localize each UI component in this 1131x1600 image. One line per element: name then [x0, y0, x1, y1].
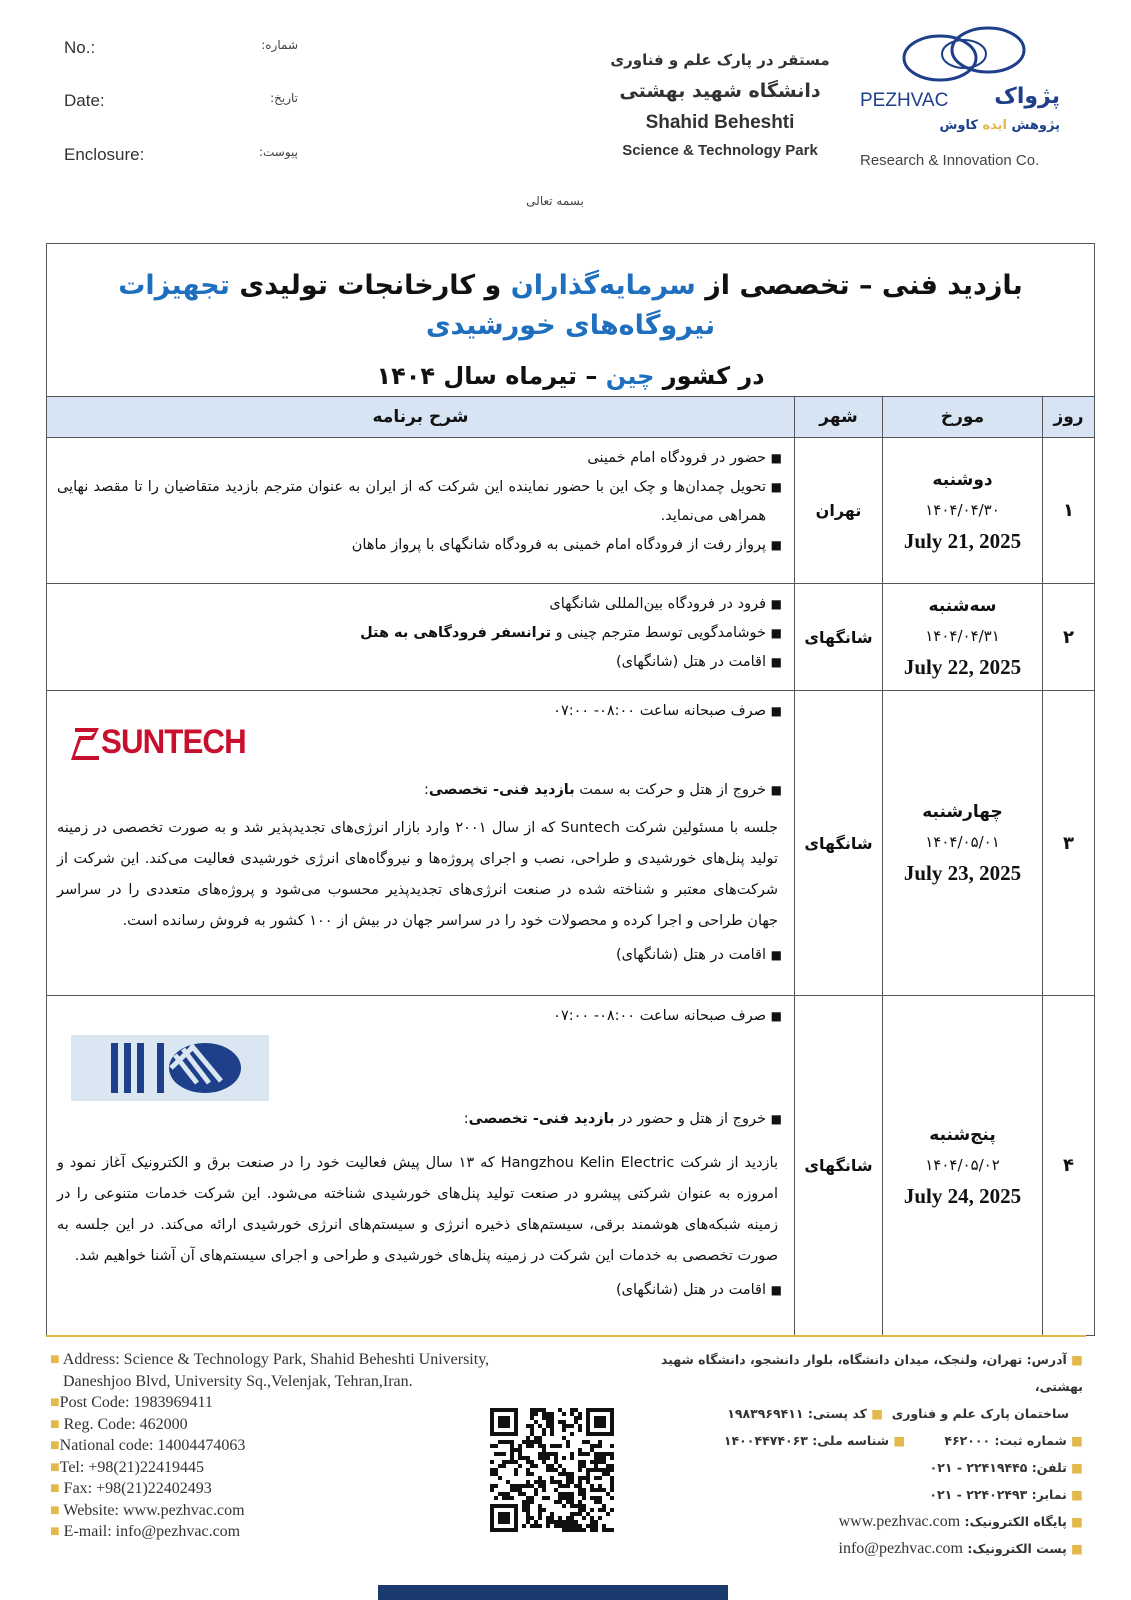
- date-cell: [883, 438, 1043, 584]
- persian-date: ۱۴۰۴/۰۴/۳۰: [925, 500, 1000, 519]
- itinerary-table: [46, 243, 1095, 1336]
- title-line-1: بازدید فنی – تخصصی از سرمایه‌گذاران و کارخانجات تولیدی تجهیزات نیروگاه‌های خورشیدی: [118, 270, 1023, 341]
- bullet-icon: ■: [770, 597, 783, 611]
- qr-code: [490, 1408, 614, 1532]
- company-description: جلسه با مسئولین شرکت Suntech که از سال ۲۰۰۱ وارد بازار انرژی‌های تجدیدپذیر شد و به صورت تخصصی در زمینه تولید پنل‌های خورشیدی و طراحی، نصب و اجرای پروژه‌ها و نیروگاه‌های انرژی خورشیدی فعالیت می‌کند. این شرکت از شرکت‌های معتبر و شناخته شده در صنعت انرژی‌های تجدیدپذیر محسوب می‌شود و پروژه‌های متعددی را در سراسر جهان طراحی و اجرا کرده و محصولات خود را در سراسر جهان در بیش از ۱۰۰ کشور به فروش رسانده است.: [57, 820, 779, 929]
- footer-fa-line: ■ تلفن: ۲۲۴۱۹۴۴۵ - ۰۲۱: [929, 1460, 1083, 1475]
- day-name: چهارشنبه: [922, 802, 1003, 822]
- row-number: ۲: [1043, 584, 1095, 691]
- kelin-logo: [71, 1035, 269, 1101]
- bullet-icon: ■: [770, 1112, 783, 1126]
- footer-en-line: ■Tel: +98(21)22419445: [50, 1458, 204, 1476]
- description-cell: [47, 691, 795, 996]
- description-cell: [47, 584, 795, 691]
- list-item: ■ اقامت در هتل (شانگهای): [57, 1276, 782, 1305]
- no-label: No.:: [64, 38, 96, 57]
- city-cell: شانگهای: [795, 691, 883, 996]
- city-cell: شانگهای: [795, 996, 883, 1336]
- rings-icon: [898, 16, 1028, 86]
- bullet-icon: ■: [770, 948, 783, 962]
- list-item: ■ پرواز رفت از فرودگاه امام خمینی به فرودگاه شانگهای با پرواز ماهان: [57, 531, 782, 560]
- bottom-bar: [378, 1585, 728, 1600]
- bullet-icon: ■: [770, 704, 783, 718]
- table-row: [47, 438, 1095, 584]
- footer-en-line: ■ Fax: +98(21)22402493: [50, 1480, 212, 1497]
- row-number: ۳: [1043, 691, 1095, 996]
- enclosure-label-fa: پیوست:: [258, 145, 298, 159]
- suntech-mark-icon: [71, 724, 101, 760]
- gregorian-date: July 24, 2025: [903, 1183, 1022, 1208]
- list-item: ■ اقامت در هتل (شانگهای): [57, 648, 782, 677]
- list-item: ■ صرف صبحانه ساعت ۰۸:۰۰- ۰۷:۰۰: [57, 697, 782, 726]
- qr-code-icon: [490, 1408, 614, 1532]
- persian-date: ۱۴۰۴/۰۵/۰۲: [925, 1155, 1000, 1174]
- list-item: ■ خروج از هتل و حرکت به سمت بازدید فنی- تخصصی:: [57, 776, 782, 805]
- gregorian-date: July 22, 2025: [903, 655, 1022, 679]
- description-cell: [47, 438, 795, 584]
- gregorian-date: July 23, 2025: [903, 861, 1022, 885]
- footer-en-line: ■ Website: www.pezhvac.com: [50, 1501, 245, 1519]
- logo-row: [57, 1031, 782, 1105]
- footer-fa-line: ■ شماره ثبت: ۴۶۲۰۰۰ ■ شناسه ملی: ۱۴۰۰۴۴۷۴۰۶۳: [723, 1433, 1083, 1448]
- bullet-icon: ■: [770, 626, 783, 640]
- enclosure-label: Enclosure:: [64, 145, 145, 164]
- bullet-icon: ■: [770, 1283, 783, 1297]
- company-description: بازدید از شرکت Hangzhou Kelin Electric که ۱۳ سال پیش فعالیت خود را در صنعت برق و الکترونیک آغاز نمود و امروزه به عنوان شرکتی پیشرو در صنعت تولید پنل‌های خورشیدی شناخته می‌شود. این شرکت خدمات متنوعی را در زمینه شبکه‌های هوشمند برقی، سیستم‌های ذخیره انرژی و سیستم‌های انرژی خورشیدی ارائه می‌کند. در این جلسه به صورت تخصصی به خدمات این شرکت در زمینه پنل‌های خورشیدی و طراحی و اجرای سیستم‌های آن آشنا خواهیم شد.: [57, 1155, 779, 1264]
- header-row: [47, 397, 1095, 438]
- title-cell: [47, 244, 1095, 397]
- day-name: دوشنبه: [932, 469, 993, 490]
- persian-date: ۱۴۰۴/۰۵/۰۱: [925, 833, 1000, 851]
- footer-fa-line: ساختمان پارک علم و فناوری ■ کد پستی: ۱۹۸۳۹۶۹۴۱۱: [727, 1406, 1069, 1421]
- title-line-2: در کشور چین – تیرماه سال ۱۴۰۴: [376, 362, 765, 390]
- list-item: ■ صرف صبحانه ساعت ۰۸:۰۰- ۰۷:۰۰: [57, 1002, 782, 1031]
- kelin-logo-icon: [71, 1035, 269, 1101]
- footer-divider: [46, 1335, 1086, 1337]
- no-label-fa: شماره:: [261, 38, 298, 52]
- list-item: ■ تحویل چمدان‌ها و چک این با حضور نماینده این شرکت که از ایران به عنوان مترجم بازدید متقاضیان را تا مقصد نهایی همراهی می‌نماید.: [57, 473, 782, 531]
- date-cell: [883, 584, 1043, 691]
- footer-english: [50, 1349, 489, 1543]
- list-item: ■ فرود در فرودگاه بین‌المللی شانگهای: [57, 590, 782, 619]
- table-row: [47, 691, 1095, 996]
- company-sub-en: Research & Innovation Co.: [860, 152, 1040, 169]
- bullet-icon: ■: [770, 480, 783, 494]
- bullet-icon: ■: [770, 655, 783, 669]
- row-number: ۱: [1043, 438, 1095, 584]
- footer-persian: [623, 1346, 1083, 1562]
- footer-en-line: ■ Address: Science & Technology Park, Shahid Beheshti University,: [50, 1351, 490, 1368]
- table-row: [47, 996, 1095, 1336]
- footer-en-line: Daneshjoo Blvd, University Sq.,Velenjak, Tehran,Iran.: [63, 1372, 413, 1390]
- park-line-4: Science & Technology Park: [622, 142, 818, 159]
- title-row: [47, 244, 1095, 397]
- footer-fa-line: ■ پست الکترونیک: info@pezhvac.com: [838, 1540, 1083, 1557]
- park-line-3: Shahid Beheshti: [645, 112, 795, 133]
- day-name: پنج‌شنبه: [929, 1124, 996, 1145]
- suntech-logo: SUNTECH: [71, 724, 258, 760]
- col-header-description: شرح برنامه: [47, 397, 795, 438]
- gregorian-date: July 21, 2025: [903, 528, 1022, 553]
- company-name-en: PEZHVAC: [860, 90, 949, 111]
- list-item: ■ خروج از هتل و حضور در بازدید فنی- تخصصی:: [57, 1105, 782, 1134]
- park-line-2: دانشگاه شهید بهشتی: [619, 80, 821, 102]
- footer-fa-line: ■ آدرس: تهران، ولنجک، میدان دانشگاه، بلوار دانشجو، دانشگاه شهید بهشتی،: [660, 1352, 1083, 1394]
- date-label: Date:: [64, 91, 105, 110]
- city-cell: شانگهای: [795, 584, 883, 691]
- park-line-1: مستقر در پارک علم و فناوری: [610, 51, 830, 69]
- list-item: ■ حضور در فرودگاه امام خمینی: [57, 444, 782, 473]
- description-cell: [47, 996, 795, 1336]
- day-name: سه‌شنبه: [928, 596, 997, 616]
- date-cell: [883, 996, 1043, 1336]
- bullet-icon: ■: [770, 783, 783, 797]
- footer-fa-line: ■ نمابر: ۲۲۴۰۲۴۹۳ - ۰۲۱: [929, 1487, 1083, 1502]
- footer-en-line: ■National code: 14004474063: [50, 1437, 246, 1454]
- date-cell: [883, 691, 1043, 996]
- row-number: ۴: [1043, 996, 1095, 1336]
- logo-row: [57, 722, 782, 776]
- company-slogan-fa: پژوهش ایده کاوش: [939, 118, 1060, 133]
- bullet-icon: ■: [770, 451, 783, 465]
- table-row: [47, 584, 1095, 691]
- park-info: [600, 46, 840, 164]
- list-item: ■ اقامت در هتل (شانگهای): [57, 941, 782, 970]
- bullet-icon: ■: [770, 538, 783, 552]
- footer-en-line: ■Post Code: 1983969411: [50, 1394, 213, 1411]
- bullet-icon: ■: [770, 1009, 783, 1023]
- footer-en-line: ■ E-mail: info@pezhvac.com: [50, 1523, 241, 1540]
- company-name-fa: پژواک: [994, 84, 1060, 109]
- col-header-date: مورخ: [883, 397, 1043, 438]
- persian-date: ۱۴۰۴/۰۴/۳۱: [925, 627, 1000, 645]
- date-label-fa: تاریخ:: [270, 91, 298, 105]
- col-header-day: روز: [1043, 397, 1095, 438]
- footer-en-line: ■ Reg. Code: 462000: [50, 1415, 188, 1433]
- city-cell: تهران: [795, 438, 883, 584]
- list-item: ■ خوشامدگویی توسط مترجم چینی و ترانسفر فرودگاهی به هتل: [57, 619, 782, 648]
- footer-fa-line: ■ پایگاه الکترونیک: www.pezhvac.com: [838, 1513, 1083, 1530]
- col-header-city: شهر: [795, 397, 883, 438]
- basmala: بسمه تعالی: [526, 194, 584, 208]
